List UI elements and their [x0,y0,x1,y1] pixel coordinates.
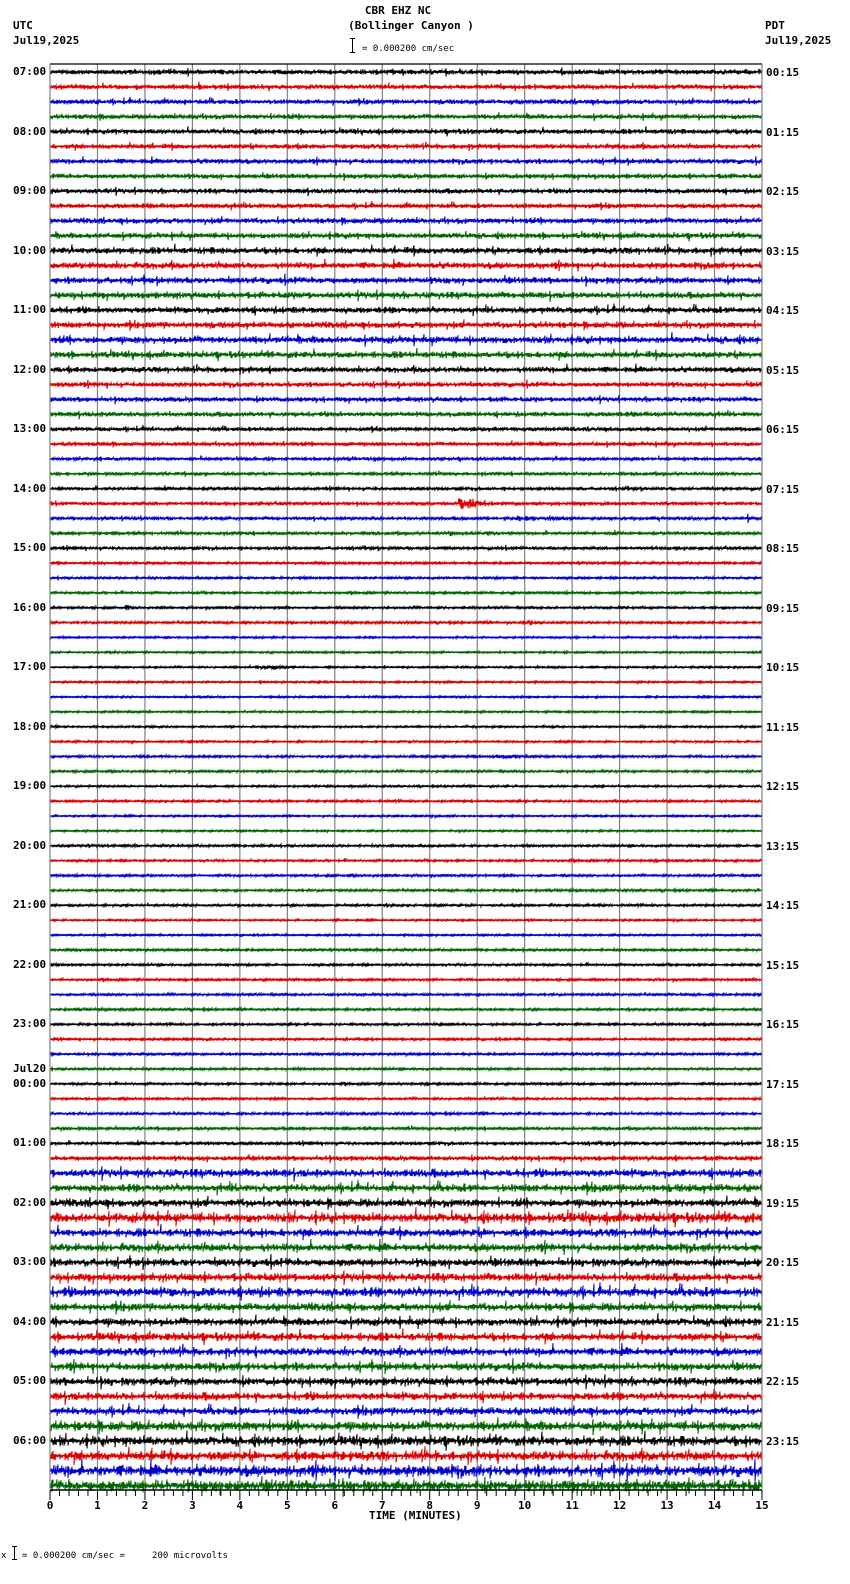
x-tick-label: 5 [284,1499,291,1512]
pdt-hour-label: 22:15 [766,1375,800,1389]
utc-hour-label: 05:00 [13,1374,47,1388]
utc-hour-label: 19:00 [13,779,47,793]
pdt-hour-label: 01:15 [766,125,800,139]
utc-hour-label: 11:00 [13,303,47,317]
pdt-hour-label: 04:15 [766,304,800,318]
pdt-hour-label: 18:15 [766,1137,800,1151]
utc-hour-label: 14:00 [13,481,47,495]
pdt-hour-label: 07:15 [766,482,800,496]
scale-text: = 0.000200 cm/sec [362,44,455,54]
x-tick-label: 8 [426,1499,434,1512]
utc-hour-label: 23:00 [13,1017,47,1031]
utc-hour-label: 04:00 [13,1314,47,1328]
pdt-hour-label: 13:15 [766,839,800,853]
x-axis-label: TIME (MINUTES) [369,1509,462,1522]
utc-hour-label: 16:00 [13,600,47,614]
x-tick-label: 0 [46,1499,54,1512]
utc-hour-label: 01:00 [13,1136,47,1150]
x-tick-label: 9 [473,1499,481,1512]
utc-hour-label: 12:00 [13,362,47,376]
utc-hour-label: 20:00 [13,838,47,852]
utc-hour-label: 02:00 [13,1195,47,1209]
pdt-hour-label: 23:15 [766,1434,800,1448]
x-tick-label: 2 [141,1499,149,1512]
pdt-hour-label: 09:15 [766,601,800,615]
x-tick-label: 4 [236,1499,244,1512]
legend-prefix: x [1,1551,7,1561]
x-tick-label: 12 [612,1499,627,1512]
utc-hour-label: 13:00 [13,422,47,436]
left-timezone: UTC [13,19,33,32]
utc-hour-label: 00:00 [13,1076,47,1090]
pdt-hour-label: 03:15 [766,244,800,258]
utc-hour-label: 08:00 [13,124,47,138]
pdt-hour-label: 08:15 [766,542,800,556]
x-tick-label: 13 [660,1499,674,1512]
pdt-hour-label: 20:15 [766,1256,800,1270]
utc-hour-label: 03:00 [13,1255,47,1269]
station-location: (Bollinger Canyon ) [348,19,474,32]
legend-text: = 0.000200 cm/sec = 200 microvolts [22,1551,228,1561]
pdt-hour-label: 11:15 [766,720,800,734]
x-tick-label: 15 [755,1499,769,1512]
utc-hour-label: 09:00 [13,184,47,198]
pdt-hour-label: 21:15 [766,1315,800,1329]
date-change-label: Jul20 [13,1061,47,1075]
x-tick-label: 1 [94,1499,101,1512]
pdt-hour-label: 14:15 [766,899,800,913]
station-title: CBR EHZ NC [364,4,432,17]
utc-hour-label: 18:00 [13,719,47,733]
x-tick-label: 6 [331,1499,339,1512]
utc-hour-label: 22:00 [13,957,47,971]
pdt-hour-label: 17:15 [766,1077,800,1091]
utc-hour-label: 21:00 [13,898,47,912]
pdt-hour-label: 06:15 [766,423,800,437]
right-timezone: PDT [765,19,785,32]
pdt-hour-label: 00:15 [766,66,800,79]
pdt-hour-label: 12:15 [766,780,800,794]
left-date: Jul19,2025 [13,34,80,47]
x-tick-label: 11 [565,1499,579,1512]
legend-scale-icon [14,1546,15,1560]
utc-hour-label: 06:00 [13,1433,47,1447]
pdt-hour-label: 05:15 [766,363,800,377]
pdt-hour-label: 16:15 [766,1018,800,1032]
utc-hour-label: 10:00 [13,243,47,257]
x-tick-label: 3 [189,1499,196,1512]
utc-hour-label: 07:00 [13,65,47,78]
pdt-hour-label: 15:15 [766,958,800,972]
pdt-hour-label: 19:15 [766,1196,800,1210]
utc-hour-label: 15:00 [13,541,47,555]
x-tick-label: 10 [518,1499,532,1512]
right-date: Jul19,2025 [765,34,832,47]
x-tick-label: 7 [378,1499,386,1512]
utc-hour-label: 17:00 [13,660,47,674]
pdt-hour-label: 10:15 [766,661,800,675]
x-tick-label: 14 [707,1499,722,1512]
pdt-hour-label: 02:15 [766,185,800,199]
